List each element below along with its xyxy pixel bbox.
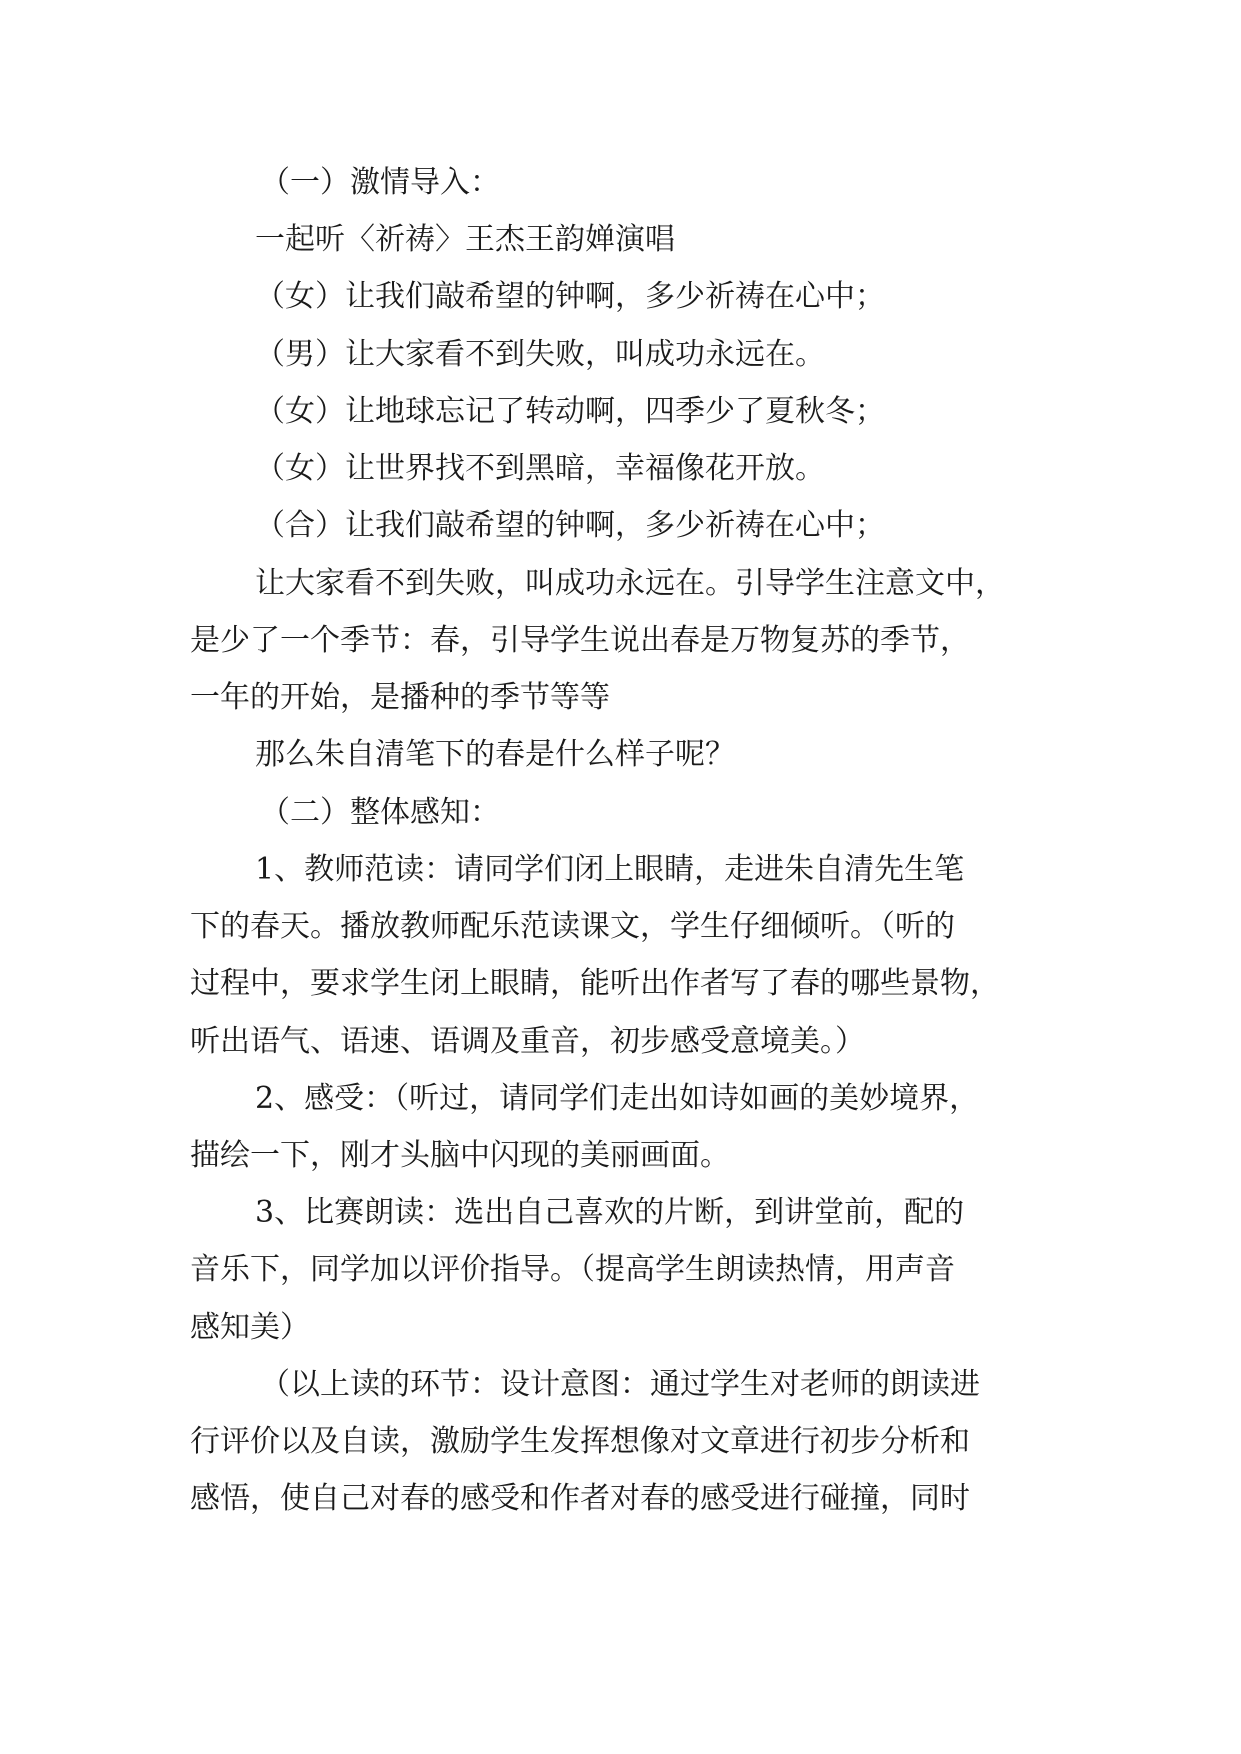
- lyric-line: （女）让世界找不到黑暗，幸福像花开放。: [255, 451, 825, 486]
- paragraph-line: 下的春天。播放教师配乐范读课文，学生仔细倾听。（听的: [190, 909, 955, 944]
- lyric-line: （合）让我们敲希望的钟啊，多少祈祷在心中；: [255, 508, 885, 543]
- section-heading-intro: （一）激情导入：: [260, 165, 500, 200]
- lyric-line: （女）让地球忘记了转动啊，四季少了夏秋冬；: [255, 394, 885, 429]
- lyric-line: （女）让我们敲希望的钟啊，多少祈祷在心中；: [255, 279, 885, 314]
- paragraph-line: 听出语气、语速、语调及重音，初步感受意境美。）: [190, 1024, 865, 1059]
- paragraph-line: 感知美）: [190, 1310, 310, 1345]
- paragraph-line: 那么朱自清笔下的春是什么样子呢？: [255, 737, 735, 772]
- paragraph-line: 一起听〈祈祷〉王杰王韵婵演唱: [255, 222, 675, 257]
- paragraph-line: 描绘一下，刚才头脑中闪现的美丽画面。: [190, 1138, 730, 1173]
- paragraph-line: 3、比赛朗读：选出自己喜欢的片断，到讲堂前，配的: [255, 1195, 965, 1230]
- paragraph-line: 2、感受：（听过，请同学们走出如诗如画的美妙境界，: [255, 1081, 980, 1116]
- paragraph-line: （以上读的环节：设计意图：通过学生对老师的朗读进: [260, 1367, 980, 1402]
- paragraph-line: 过程中，要求学生闭上眼睛，能听出作者写了春的哪些景物，: [190, 966, 1000, 1001]
- lyric-line: （男）让大家看不到失败，叫成功永远在。: [255, 337, 825, 372]
- paragraph-line: 音乐下，同学加以评价指导。（提高学生朗读热情，用声音: [190, 1252, 955, 1287]
- section-heading-overview: （二）整体感知：: [260, 795, 500, 830]
- paragraph-line: 让大家看不到失败，叫成功永远在。引导学生注意文中，: [255, 566, 1005, 601]
- paragraph-line: 是少了一个季节：春，引导学生说出春是万物复苏的季节，: [190, 623, 970, 658]
- paragraph-line: 行评价以及自读，激励学生发挥想像对文章进行初步分析和: [190, 1424, 970, 1459]
- paragraph-line: 1、教师范读：请同学们闭上眼睛，走进朱自清先生笔: [255, 852, 965, 887]
- paragraph-line: 一年的开始，是播种的季节等等: [190, 680, 610, 715]
- paragraph-line: 感悟，使自己对春的感受和作者对春的感受进行碰撞，同时: [190, 1481, 970, 1516]
